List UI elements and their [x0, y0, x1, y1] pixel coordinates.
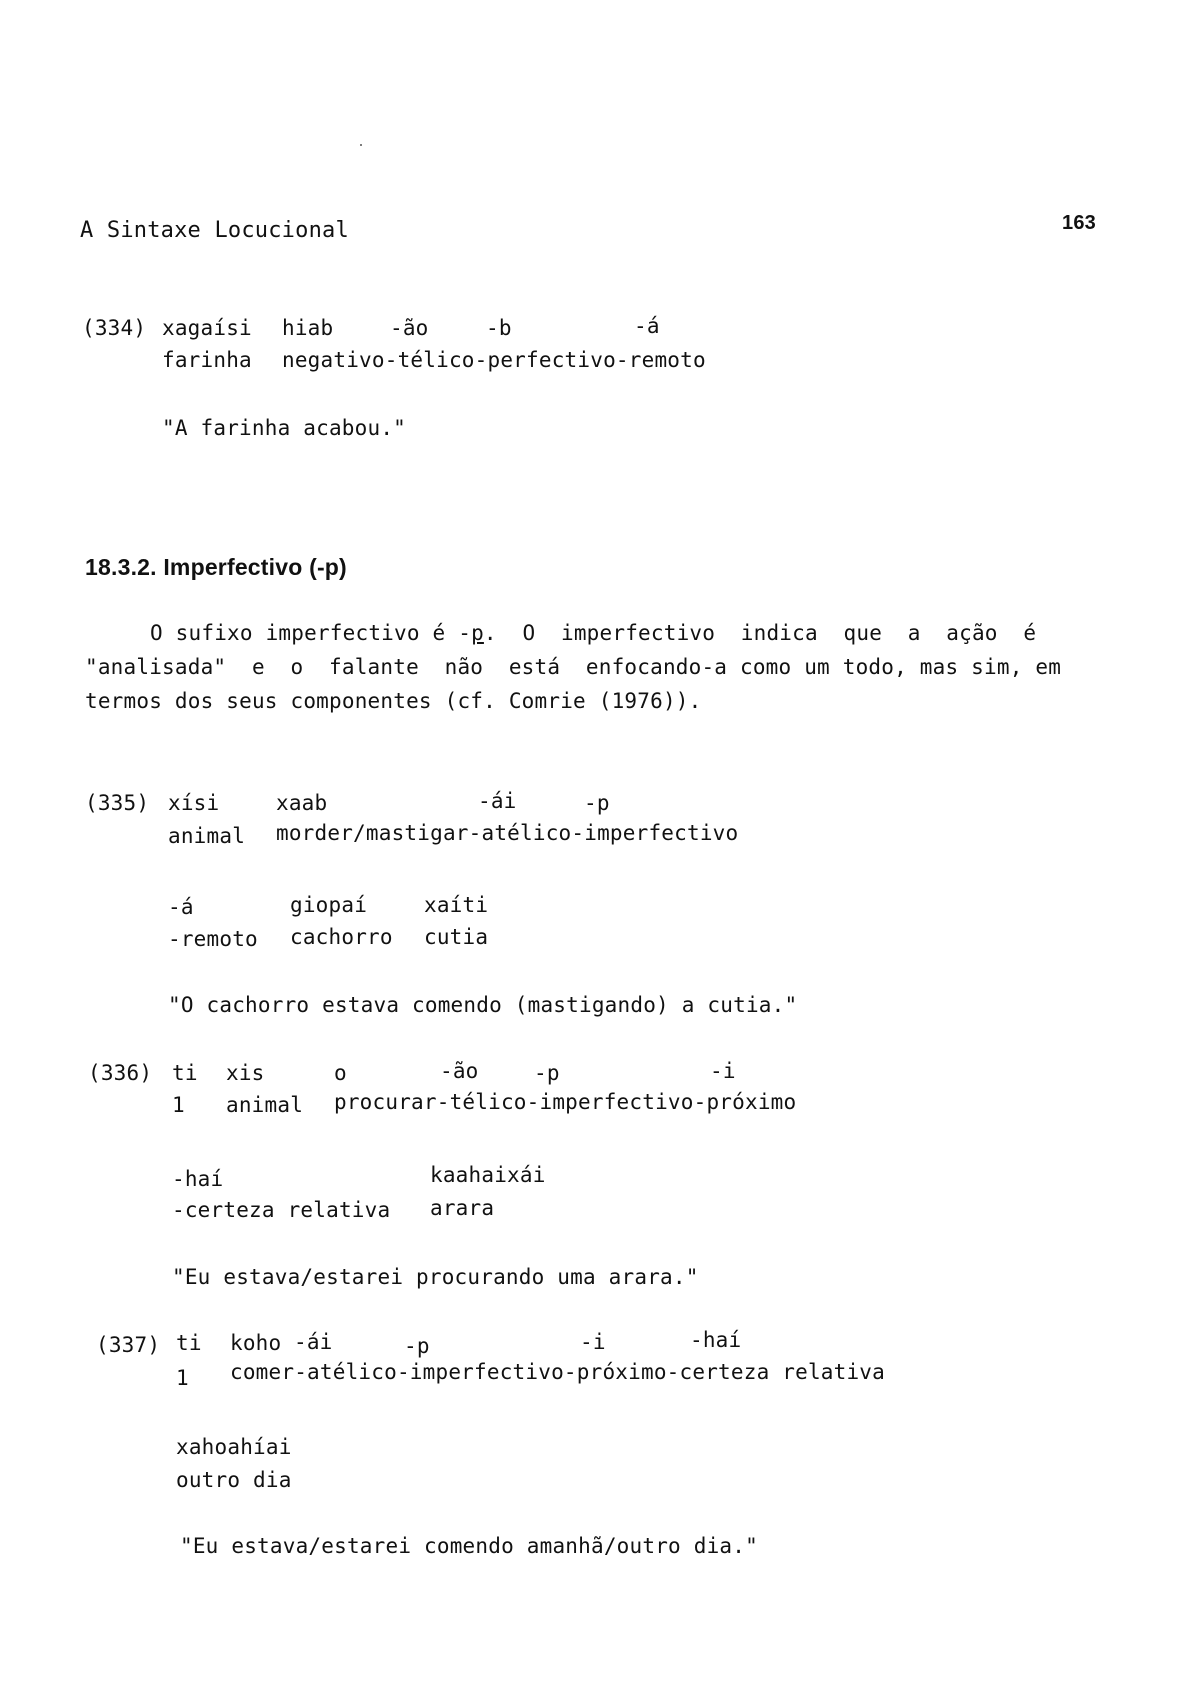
morpheme: -b [486, 316, 512, 340]
example-number: (334) [82, 316, 147, 340]
morpheme: -p [584, 791, 610, 815]
morpheme: ti [172, 1061, 198, 1085]
morpheme: -p [534, 1061, 560, 1085]
page-number: 163 [1062, 212, 1096, 234]
gloss: -remoto [168, 927, 258, 951]
morpheme: xahoahíai [176, 1435, 292, 1459]
gloss: arara [430, 1196, 495, 1220]
paragraph-line: termos dos seus componentes (cf. Comrie (1976)). [85, 689, 702, 713]
gloss: animal [226, 1093, 304, 1117]
morpheme: koho [230, 1331, 282, 1355]
morpheme: kaahaixái [430, 1163, 546, 1187]
morpheme: -p [404, 1334, 430, 1358]
example-number: (336) [88, 1061, 153, 1085]
underlined-suffix: p [471, 621, 484, 645]
morpheme: -i [710, 1059, 736, 1083]
gloss: 1 [176, 1366, 189, 1390]
paragraph-line: "analisada" e o falante não está enfocando-a como um todo, mas sim, em [85, 655, 1062, 679]
morpheme: -haí [690, 1328, 742, 1352]
scan-speck [360, 144, 362, 146]
morpheme: ti [176, 1331, 202, 1355]
morpheme: o [334, 1061, 347, 1085]
gloss: procurar-télico-imperfectivo-próximo [334, 1090, 797, 1114]
morpheme: xísi [168, 791, 220, 815]
gloss: 1 [172, 1093, 185, 1117]
gloss: animal [168, 824, 246, 848]
morpheme: xaíti [424, 893, 489, 917]
gloss: cachorro [290, 925, 393, 949]
section-heading: 18.3.2. Imperfectivo (-p) [85, 554, 347, 580]
morpheme: -ão [440, 1059, 479, 1083]
gloss: cutia [424, 925, 489, 949]
running-header: A Sintaxe Locucional [80, 218, 349, 243]
morpheme: -ái [294, 1330, 333, 1354]
morpheme: -i [580, 1330, 606, 1354]
morpheme: giopaí [290, 893, 368, 917]
morpheme: -haí [172, 1167, 224, 1191]
morpheme: xaab [276, 791, 328, 815]
gloss: comer-atélico-imperfectivo-próximo-certeza relativa [230, 1360, 885, 1384]
example-number: (335) [85, 791, 150, 815]
gloss: farinha [162, 348, 252, 372]
morpheme: xagaísi [162, 316, 252, 340]
free-translation: "A farinha acabou." [162, 416, 407, 440]
morpheme: hiab [282, 316, 334, 340]
free-translation: "O cachorro estava comendo (mastigando) a cutia." [168, 993, 798, 1017]
morpheme: -ão [390, 316, 429, 340]
morpheme: -ái [478, 789, 517, 813]
free-translation: "Eu estava/estarei comendo amanhã/outro dia." [180, 1534, 758, 1558]
morpheme: -á [168, 895, 194, 919]
text-run: O sufixo imperfectivo é - [150, 621, 472, 645]
morpheme: xis [226, 1061, 265, 1085]
gloss: negativo-télico-perfectivo-remoto [282, 348, 706, 372]
paragraph-line [150, 620, 1036, 646]
free-translation: "Eu estava/estarei procurando uma arara." [172, 1265, 699, 1289]
gloss: -certeza relativa [172, 1198, 391, 1222]
text-run: . O imperfectivo indica que a ação é [483, 621, 1037, 645]
gloss: morder/mastigar-atélico-imperfectivo [276, 821, 739, 845]
morpheme: -á [634, 314, 660, 338]
gloss: outro dia [176, 1468, 292, 1492]
example-number: (337) [96, 1333, 161, 1357]
